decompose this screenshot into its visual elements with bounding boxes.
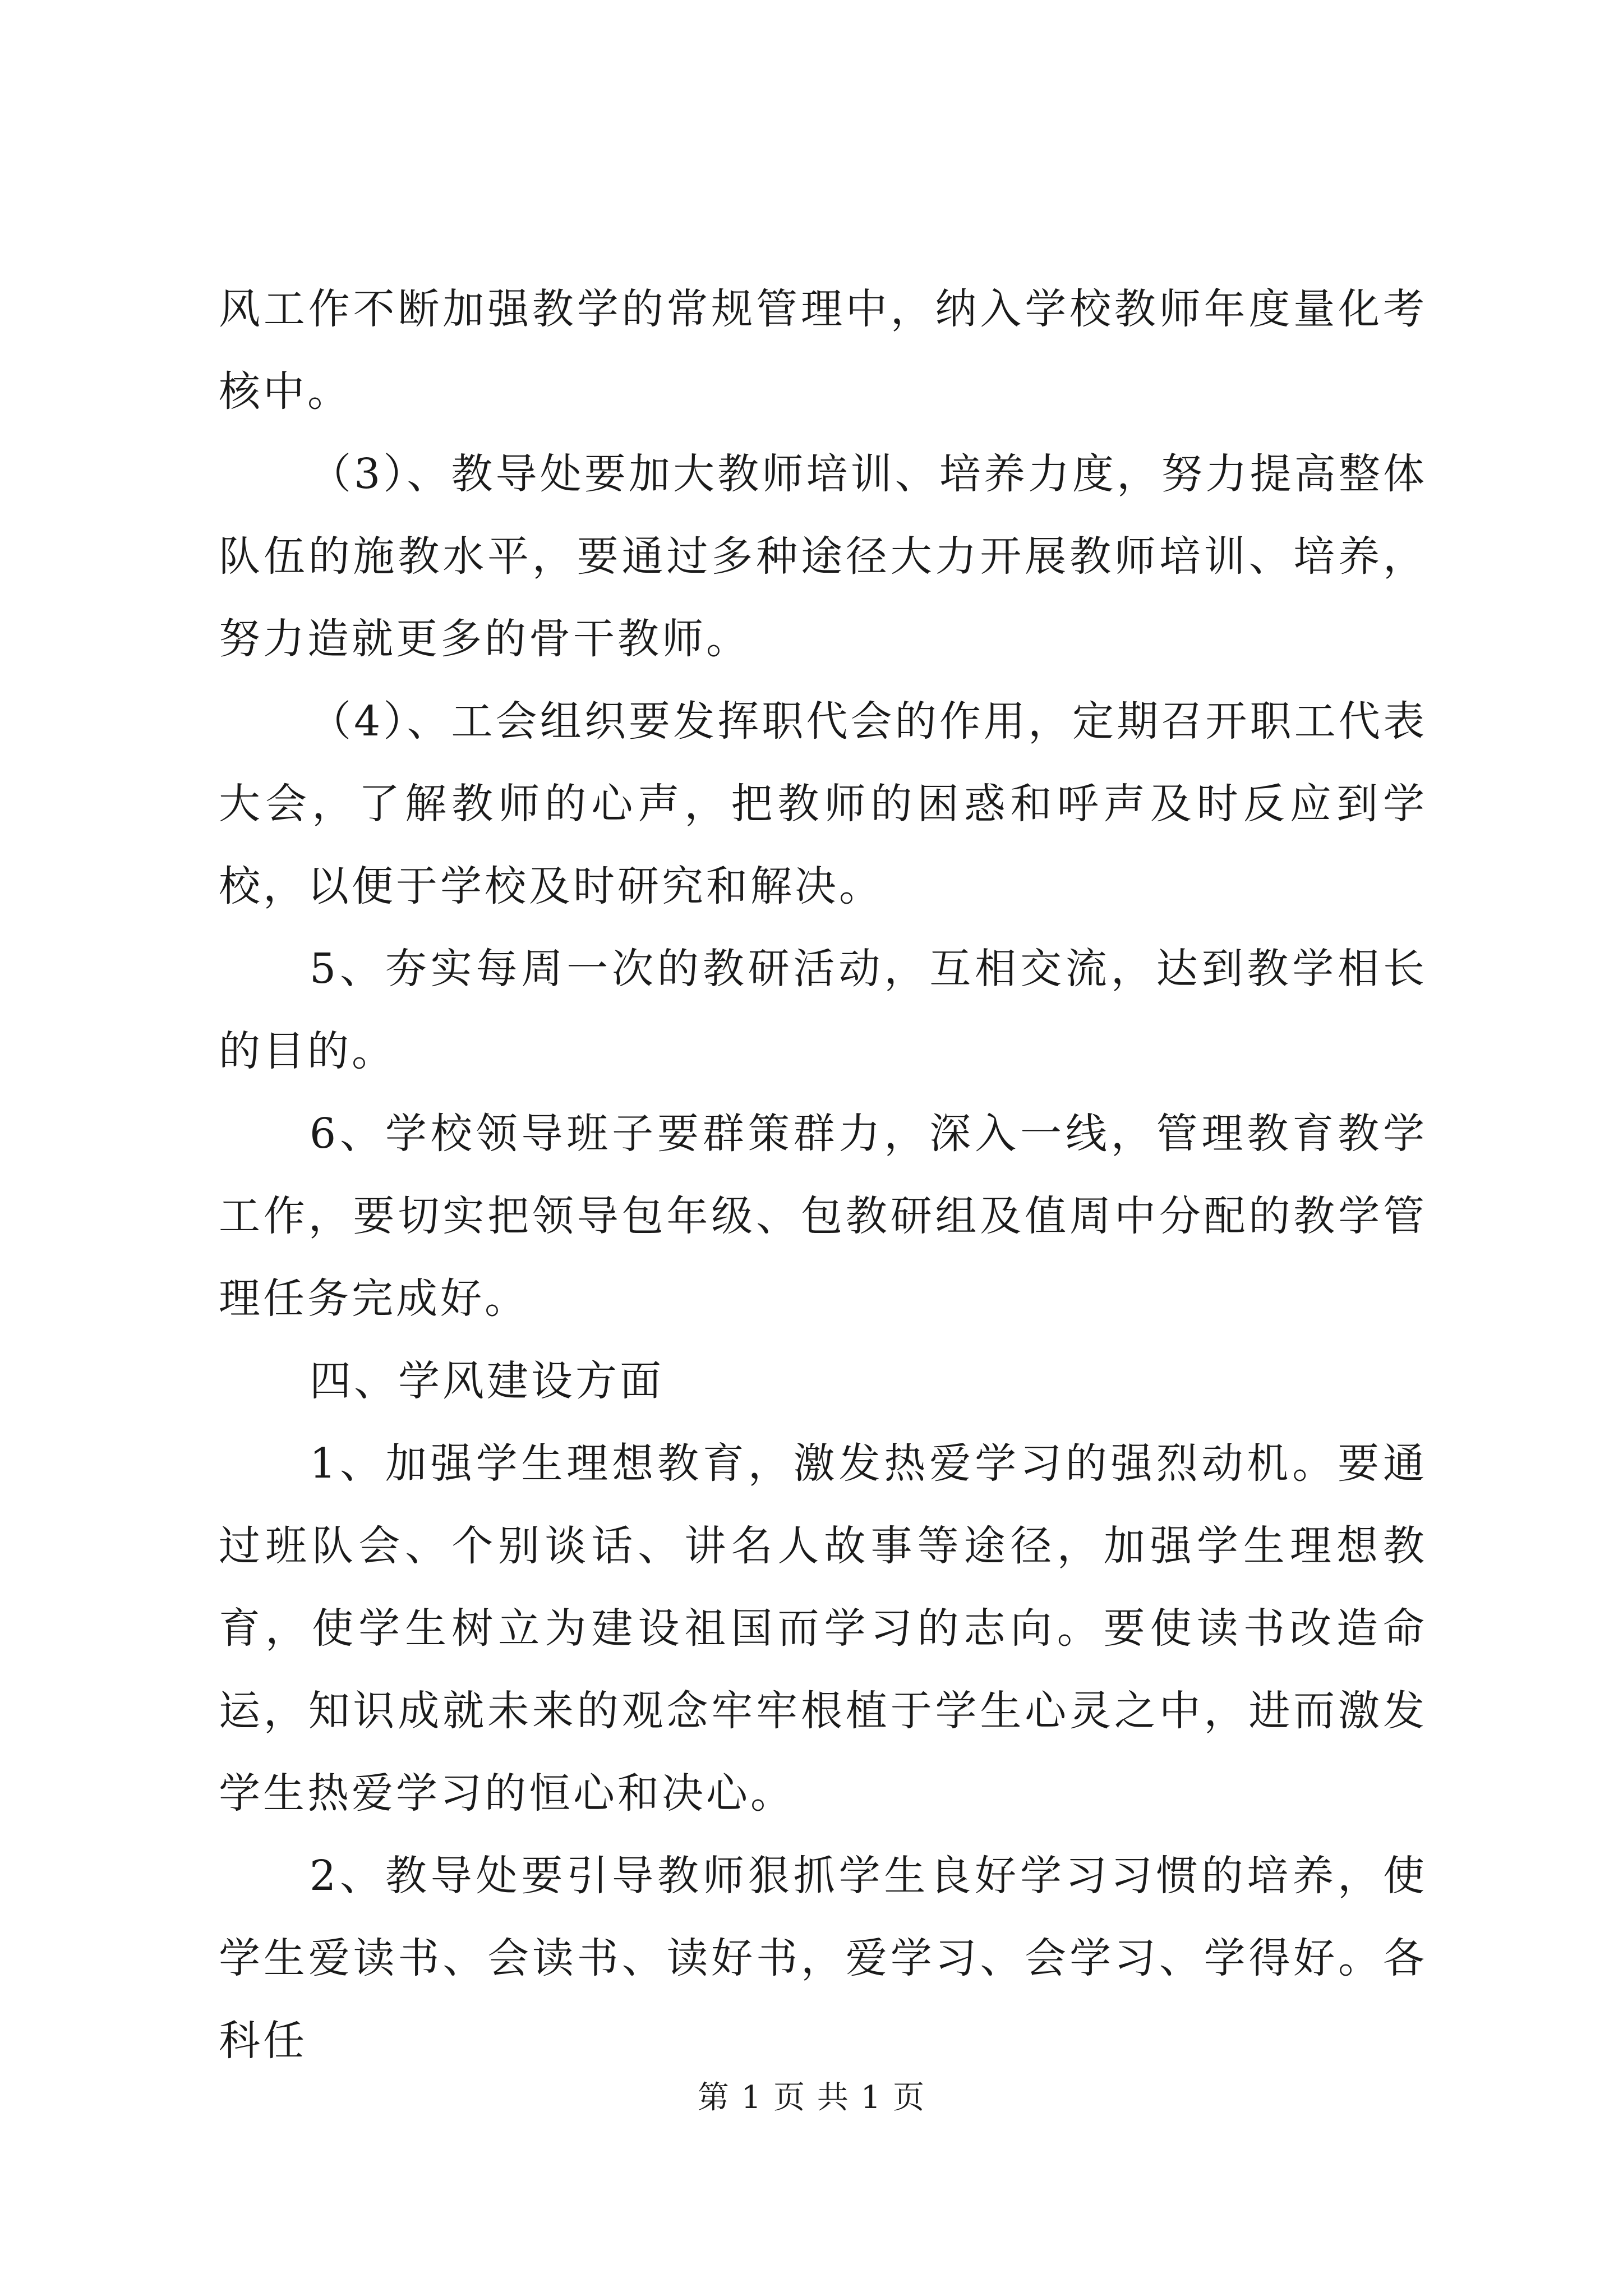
paragraph-study-1: 1、加强学生理想教育，激发热爱学习的强烈动机。要通过班队会、个别谈话、讲名人故事等途径，加强学生理想教育，使学生树立为建设祖国而学习的志向。要使读书改造命运，知识成就未来的观念牢牢根植于学生心灵之中，进而激发学生热爱学习的恒心和决心。 [219, 1439, 1427, 1818]
document-body [219, 268, 1427, 2082]
paragraph-item-6: 6、学校领导班子要群策群力，深入一线，管理教育教学工作，要切实把领导包年级、包教研组及值周中分配的教学管理任务完成好。 [219, 1110, 1427, 1323]
paragraph-item-4: （4）、工会组织要发挥职代会的作用，定期召开职工代表大会，了解教师的心声，把教师的困惑和呼声及时反应到学校，以便于学校及时研究和解决。 [219, 697, 1427, 910]
paragraph-item-3: （3）、教导处要加大教师培训、培养力度，努力提高整体队伍的施教水平，要通过多种途径大力开展教师培训、培养，努力造就更多的骨干教师。 [219, 450, 1427, 663]
page-footer: 第 1 页 共 1 页 [697, 2079, 926, 2116]
paragraph-item-5: 5、夯实每周一次的教研活动，互相交流，达到教学相长的目的。 [219, 945, 1427, 1075]
section-heading: 四、学风建设方面 [310, 1357, 664, 1405]
paragraph-study-2: 2、教导处要引导教师狠抓学生良好学习习惯的培养，使学生爱读书、会读书、读好书，爱学习、会学习、学得好。各科任 [219, 1852, 1427, 2065]
paragraph-continuation: 风工作不断加强教学的常规管理中，纳入学校教师年度量化考核中。 [219, 285, 1427, 416]
